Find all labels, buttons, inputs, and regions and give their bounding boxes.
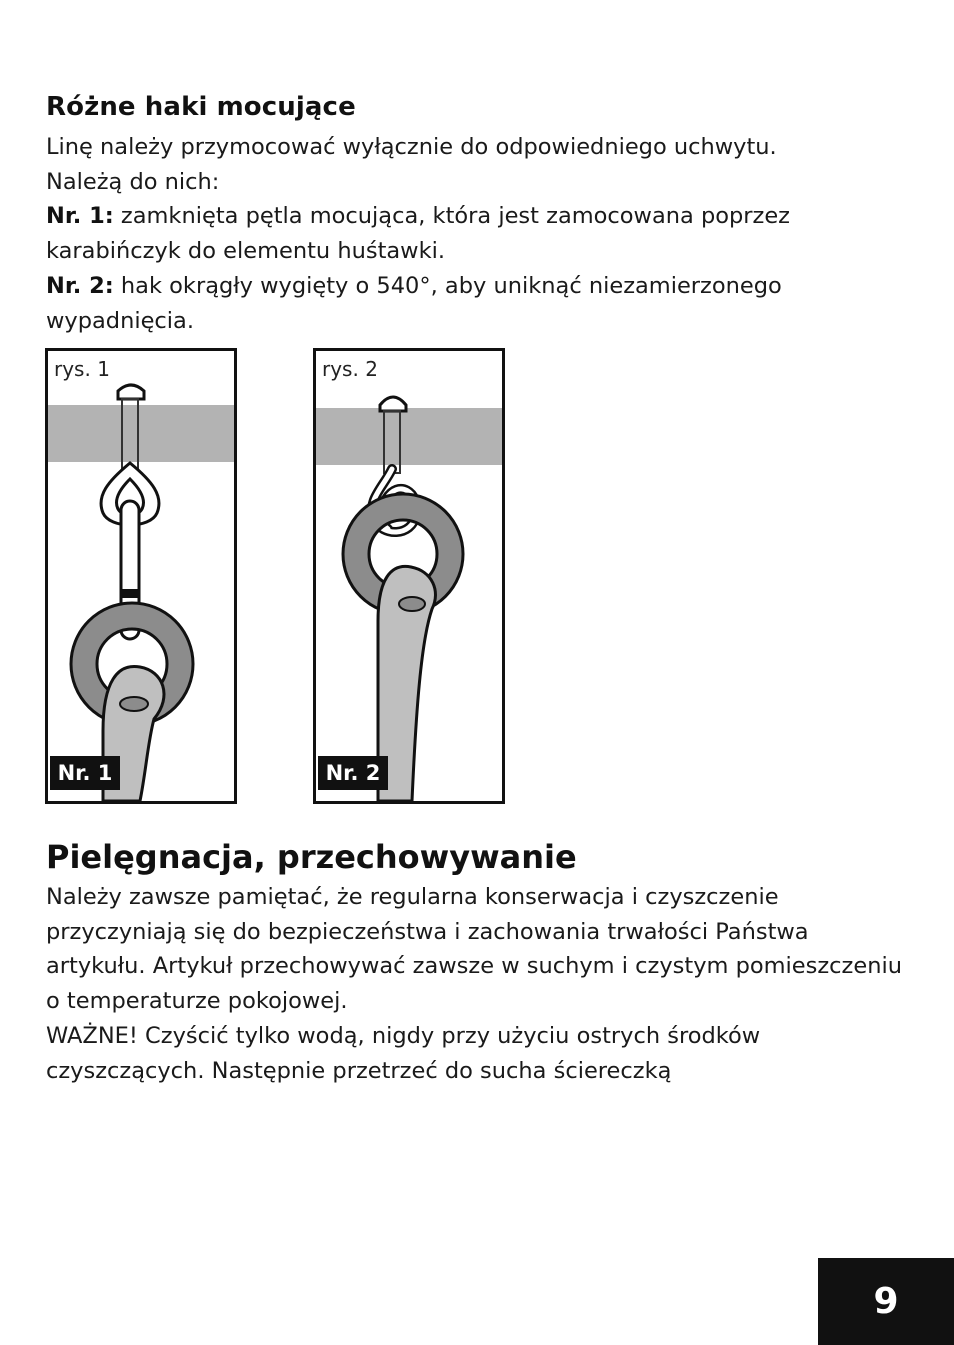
figure-2 xyxy=(313,348,505,804)
hook-item-1-text: zamknięta pętla mocująca, która jest zamocowana poprzez xyxy=(113,203,790,230)
figure-2-badge: Nr. 2 xyxy=(318,756,388,790)
figure-2-caption: rys. 2 xyxy=(322,357,378,381)
section-title-hooks: Różne haki mocujące xyxy=(46,92,356,122)
care-description xyxy=(46,880,916,1088)
figure-1 xyxy=(45,348,237,804)
swing-beam xyxy=(316,408,502,465)
hooks-intro-line-1: Linę należy przymocować wyłącznie do odpowiedniego uchwytu. xyxy=(46,134,777,160)
hook-item-2-label: Nr. 2: xyxy=(46,272,114,299)
section-title-care-storage: Pielęgnacja, przechowywanie xyxy=(46,838,577,876)
figure-2-illustration xyxy=(316,351,502,801)
care-line-6: czyszczących. Następnie przetrzeć do sucha ściereczką xyxy=(46,1057,672,1084)
care-line-3: artykułu. Artykuł przechowywać zawsze w suchym i czystym pomieszczeniu xyxy=(46,953,902,980)
hook-item-1-continued: karabińczyk do elementu huśtawki. xyxy=(46,238,446,265)
hook-item-1-label: Nr. 1: xyxy=(46,203,114,230)
hooks-intro-line-2: Należą do nich: xyxy=(46,168,220,195)
hook-item-2 xyxy=(46,269,916,304)
swing-beam xyxy=(48,405,234,462)
hooks-description xyxy=(46,130,916,338)
hook-item-2-text: hak okrągły wygięty o 540°, aby uniknąć niezamierzonego xyxy=(113,272,782,299)
figure-1-badge: Nr. 1 xyxy=(50,756,120,790)
hook-item-2-continued: wypadnięcia. xyxy=(46,307,194,334)
page-number: 9 xyxy=(873,1281,899,1322)
figure-1-illustration xyxy=(48,351,234,801)
care-line-1: Należy zawsze pamiętać, że regularna konserwacja i czyszczenie xyxy=(46,884,779,910)
page-number-box xyxy=(818,1258,954,1345)
hook-item-1 xyxy=(46,199,916,234)
care-line-5: WAŻNE! Czyścić tylko wodą, nigdy przy użyciu ostrych środków xyxy=(46,1022,761,1049)
figure-1-caption: rys. 1 xyxy=(54,357,110,381)
care-line-2: przyczyniają się do bezpieczeństwa i zachowania trwałości Państwa xyxy=(46,918,809,945)
care-line-4: o temperaturze pokojowej. xyxy=(46,988,348,1015)
